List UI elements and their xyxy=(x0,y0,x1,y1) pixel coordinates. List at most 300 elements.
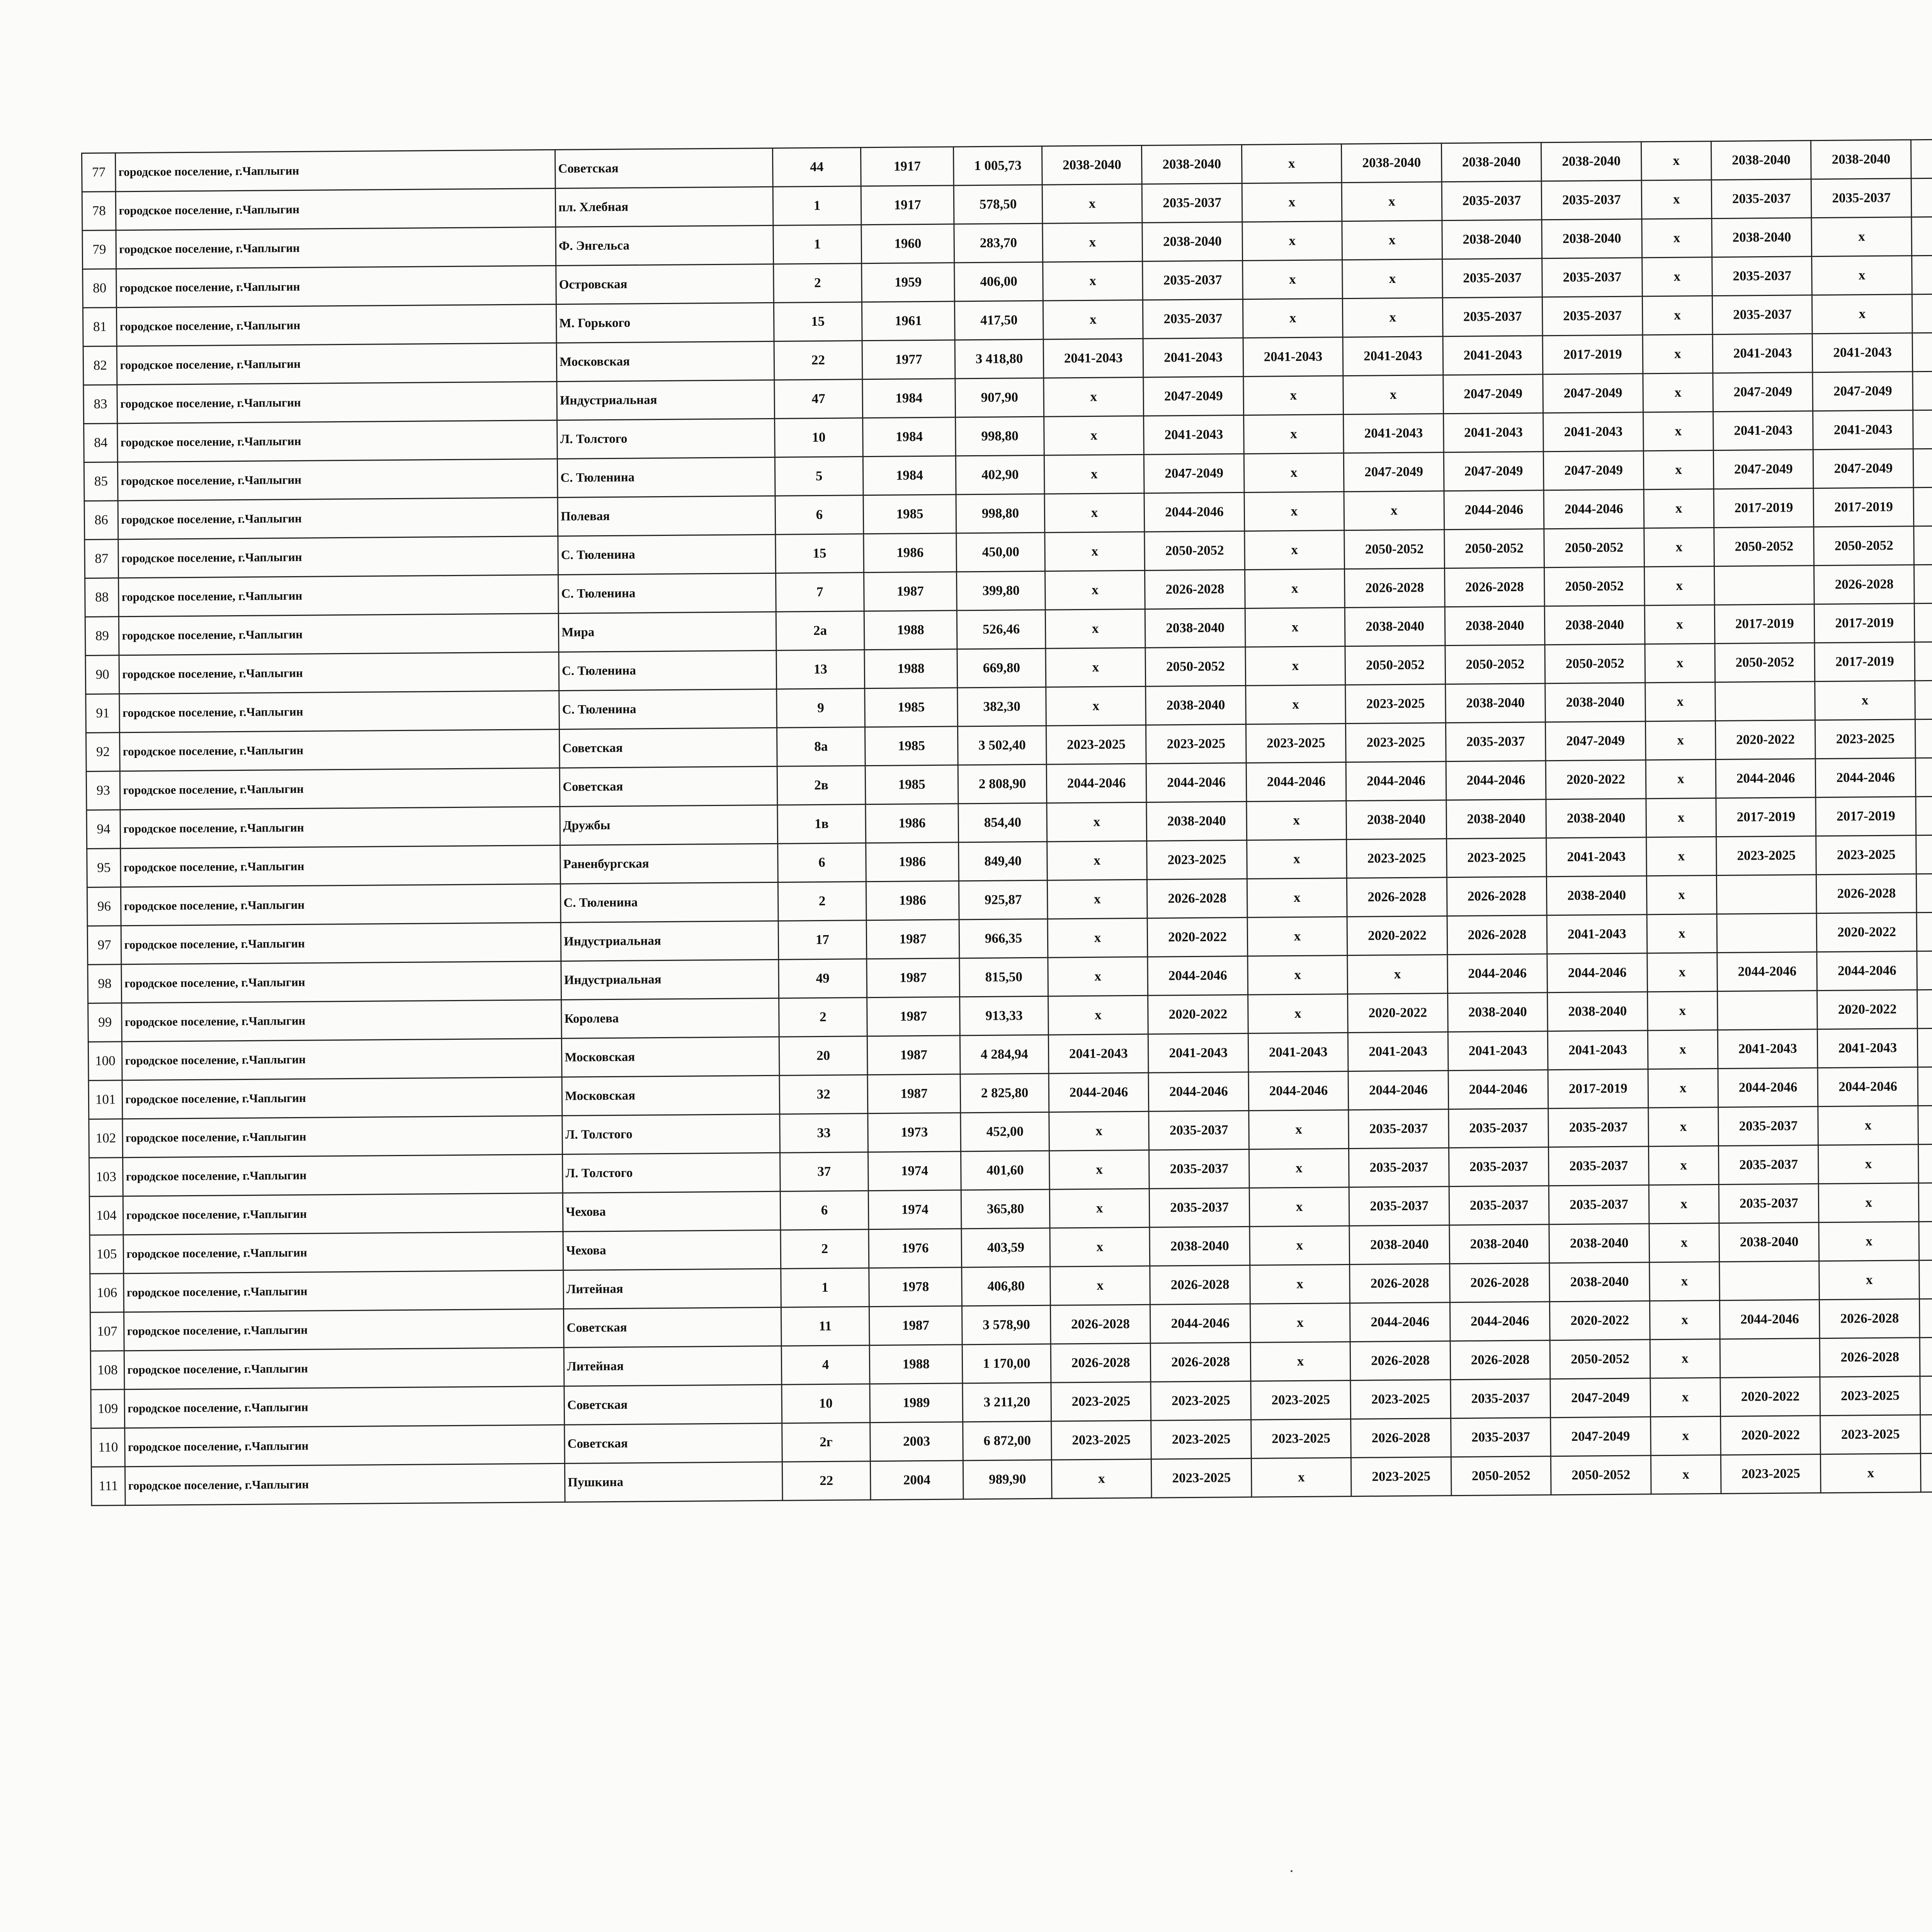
table-cell: Мира xyxy=(558,612,776,652)
table-cell: 86 xyxy=(84,501,118,540)
table-cell: 106 xyxy=(90,1274,124,1313)
table-cell: х xyxy=(1646,760,1716,799)
table-cell: 97 xyxy=(87,926,121,965)
table-cell: 2035-2037 xyxy=(1449,1186,1549,1225)
table-cell: х xyxy=(1246,685,1346,724)
table-cell: 2050-2052 xyxy=(1715,643,1815,682)
table-cell: 2041-2043 xyxy=(1713,411,1813,451)
table-cell: 98 xyxy=(88,964,122,1003)
table-cell: х xyxy=(1049,1150,1149,1189)
table-cell: 526,46 xyxy=(957,610,1046,649)
table-cell: Московская xyxy=(562,1037,780,1077)
table-cell: х xyxy=(1044,454,1144,494)
table-cell: 907,90 xyxy=(955,378,1044,417)
table-cell: х xyxy=(1242,260,1342,299)
table-cell: 2035-2037 xyxy=(1549,1185,1649,1225)
table-cell: х xyxy=(1650,1339,1720,1378)
table-cell: х xyxy=(1250,1265,1350,1304)
table-cell: 104 xyxy=(89,1196,123,1235)
table-cell: 2038-2040 xyxy=(1546,799,1646,838)
table-cell: 1984 xyxy=(862,417,956,457)
table-cell: 2038-2040 xyxy=(1346,800,1446,840)
table-cell: 2038-2040 xyxy=(1345,607,1445,646)
table-cell: 2035-2037 xyxy=(1149,1149,1249,1189)
table-cell: 2023-2025 xyxy=(1815,719,1915,759)
table-cell: 1961 xyxy=(862,301,955,341)
table-cell: 2038-2040 xyxy=(1142,222,1242,261)
table-cell xyxy=(1920,1337,1932,1376)
table-cell: х xyxy=(1343,298,1443,337)
table-cell: 2044-2046 xyxy=(1817,951,1917,991)
table-cell: городское поселение, г.Чаплыгин xyxy=(117,343,557,384)
table-cell: Ф. Энгельса xyxy=(556,225,774,265)
table-cell: городское поселение, г.Чаплыгин xyxy=(116,265,556,307)
table-cell: Индустриальная xyxy=(557,380,775,420)
table-cell: 2041-2043 xyxy=(1348,1032,1448,1071)
table-cell: 3 211,20 xyxy=(963,1383,1051,1422)
table-cell xyxy=(1918,1105,1932,1145)
table-cell: 2044-2046 xyxy=(1144,492,1244,532)
table-cell: 2044-2046 xyxy=(1447,954,1548,993)
table-cell: городское поселение, г.Чаплыгин xyxy=(119,613,559,655)
table-cell: 2023-2025 xyxy=(1350,1380,1451,1419)
table-cell xyxy=(1916,873,1932,913)
table-cell: 2038-2040 xyxy=(1441,143,1541,182)
table-cell: 2020-2022 xyxy=(1348,993,1448,1033)
table-cell xyxy=(1913,487,1932,526)
table-cell: 2 xyxy=(779,998,867,1037)
table-cell: 399,80 xyxy=(957,571,1045,611)
table-cell: х xyxy=(1645,721,1716,760)
table-cell xyxy=(1911,139,1932,179)
table-cell: 47 xyxy=(774,379,863,419)
table-cell: 2035-2037 xyxy=(1442,259,1542,298)
table-cell: 2050-2052 xyxy=(1444,529,1544,568)
table-cell: х xyxy=(1047,879,1147,919)
table-cell: 2026-2028 xyxy=(1351,1418,1451,1458)
table-cell: 6 xyxy=(780,1191,869,1230)
table-cell: 2020-2022 xyxy=(1550,1301,1650,1340)
table-cell: х xyxy=(1649,1185,1719,1224)
table-cell: С. Тюленина xyxy=(559,689,777,729)
table-cell xyxy=(1915,719,1932,758)
table-cell: 4 284,94 xyxy=(960,1035,1049,1074)
table-cell: 105 xyxy=(90,1235,124,1274)
table-cell: х xyxy=(1251,1458,1351,1497)
table-cell xyxy=(1918,1182,1932,1222)
table-cell: 2035-2037 xyxy=(1718,1145,1818,1185)
table-cell: х xyxy=(1045,570,1145,610)
table-cell: С. Тюленина xyxy=(558,457,776,497)
table-cell: 452,00 xyxy=(961,1112,1049,1151)
table-cell xyxy=(1916,835,1932,874)
table-cell: 1985 xyxy=(865,765,958,804)
table-cell: 2041-2043 xyxy=(1813,333,1913,372)
table-cell: 2044-2046 xyxy=(1547,953,1647,993)
table-cell: 2038-2040 xyxy=(1544,605,1645,645)
table-cell: 2038-2040 xyxy=(1712,218,1812,257)
table-cell: 4 xyxy=(781,1345,870,1385)
table-cell: 2041-2043 xyxy=(1143,338,1243,377)
table-cell: 1987 xyxy=(867,1074,961,1114)
table-cell: 2047-2049 xyxy=(1544,451,1644,490)
table-cell: х xyxy=(1046,686,1146,726)
table-cell xyxy=(1715,682,1815,721)
table-cell: х xyxy=(1647,992,1718,1031)
table-cell: 37 xyxy=(780,1152,869,1192)
table-cell: 3 578,90 xyxy=(962,1305,1051,1345)
table-cell: С. Тюленина xyxy=(559,650,777,690)
table-cell: х xyxy=(1245,569,1345,609)
table-cell: 78 xyxy=(82,192,116,231)
table-cell: 2023-2025 xyxy=(1345,684,1446,724)
table-cell: 2038-2040 xyxy=(1719,1223,1819,1262)
table-cell xyxy=(1912,255,1932,294)
table-cell: 2038-2040 xyxy=(1542,219,1642,259)
table-cell: 1 xyxy=(773,186,861,226)
table-cell: городское поселение, г.Чаплыгин xyxy=(119,690,559,732)
table-cell: 2038-2040 xyxy=(1549,1224,1649,1263)
table-cell: городское поселение, г.Чаплыгин xyxy=(118,497,558,539)
table-cell: 1987 xyxy=(864,572,957,611)
table-cell: 2023-2025 xyxy=(1147,840,1247,879)
table-cell: х xyxy=(1044,493,1145,532)
table-cell: х xyxy=(1048,995,1148,1035)
table-cell: 1986 xyxy=(866,881,959,920)
table-cell: 1973 xyxy=(868,1113,961,1152)
table-cell: х xyxy=(1648,1146,1719,1185)
table-cell: х xyxy=(1250,1342,1350,1381)
table-cell: городское поселение, г.Чаплыгин xyxy=(117,420,557,462)
table-cell: 2035-2037 xyxy=(1719,1184,1819,1223)
table-cell: городское поселение, г.Чаплыгин xyxy=(118,459,558,500)
table-cell: 2041-2043 xyxy=(1718,1029,1818,1069)
table-cell: 2041-2043 xyxy=(1448,1031,1548,1071)
table-cell xyxy=(1920,1376,1932,1415)
table-cell: х xyxy=(1051,1459,1151,1498)
table-cell: 849,40 xyxy=(959,842,1047,881)
table-cell: 966,35 xyxy=(959,919,1048,958)
table-cell: 2 808,90 xyxy=(958,764,1047,804)
table-cell xyxy=(1718,991,1818,1030)
table-cell: 2047-2049 xyxy=(1546,721,1646,761)
table-cell: 2041-2043 xyxy=(1043,338,1143,378)
table-cell: 1985 xyxy=(865,726,958,766)
table-cell: 2050-2052 xyxy=(1451,1456,1551,1496)
table-cell: 2020-2022 xyxy=(1721,1416,1821,1455)
table-cell: х xyxy=(1250,1226,1350,1265)
table-cell: 107 xyxy=(90,1312,124,1351)
table-cell: 77 xyxy=(82,153,116,192)
table-cell: 110 xyxy=(91,1428,125,1467)
table-cell: 2044-2046 xyxy=(1719,1300,1820,1339)
table-cell: 2044-2046 xyxy=(1346,762,1446,801)
table-cell: 2035-2037 xyxy=(1549,1146,1649,1186)
table-cell: 2023-2025 xyxy=(1051,1382,1151,1421)
table-cell xyxy=(1915,757,1932,797)
table-cell xyxy=(1913,371,1932,410)
table-cell: городское поселение, г.Чаплыгин xyxy=(117,381,557,423)
table-cell: городское поселение, г.Чаплыгин xyxy=(120,768,560,810)
table-cell: городское поселение, г.Чаплыгин xyxy=(124,1270,563,1312)
table-cell: х xyxy=(1050,1266,1150,1305)
table-cell: 2035-2037 xyxy=(1143,299,1243,338)
table-cell: 49 xyxy=(779,959,867,998)
table-cell: Полевая xyxy=(558,496,776,536)
table-cell: 1978 xyxy=(869,1267,962,1307)
table-cell: 2035-2037 xyxy=(1718,1107,1818,1146)
table-cell: 2035-2037 xyxy=(1449,1109,1549,1148)
table-cell xyxy=(1913,410,1932,449)
table-cell: 2041-2043 xyxy=(1443,413,1543,452)
table-cell: С. Тюленина xyxy=(558,573,776,613)
table-cell: 1917 xyxy=(861,185,954,225)
table-cell: городское поселение, г.Чаплыгин xyxy=(122,1077,562,1119)
table-cell: 1976 xyxy=(869,1229,962,1268)
table-cell: 108 xyxy=(90,1351,124,1390)
table-cell: Литейная xyxy=(564,1346,782,1386)
table-cell: 2020-2022 xyxy=(1817,913,1917,952)
table-cell: 33 xyxy=(780,1114,868,1153)
table-cell: 2017-2019 xyxy=(1716,798,1816,837)
table-cell: 2044-2046 xyxy=(1049,1073,1149,1112)
table-cell: 2044-2046 xyxy=(1146,763,1247,802)
table-cell: х xyxy=(1647,914,1717,953)
table-cell: 2035-2037 xyxy=(1712,295,1812,335)
table-cell: х xyxy=(1043,261,1143,301)
table-cell: 82 xyxy=(83,346,117,385)
table-cell: Московская xyxy=(562,1075,780,1116)
table-cell: 2047-2049 xyxy=(1551,1417,1651,1456)
table-cell: С. Тюленина xyxy=(561,882,779,922)
table-cell: Л. Толстого xyxy=(563,1153,781,1193)
table-cell: 2044-2046 xyxy=(1717,952,1817,992)
table-cell: Островская xyxy=(556,264,774,304)
table-cell: 2035-2037 xyxy=(1712,257,1812,296)
table-cell: 2026-2028 xyxy=(1051,1343,1151,1383)
table-cell: городское поселение, г.Чаплыгин xyxy=(121,922,561,964)
table-cell: 2035-2037 xyxy=(1349,1187,1449,1226)
table-cell: х xyxy=(1250,1303,1350,1343)
table-cell: 2047-2049 xyxy=(1144,454,1244,493)
table-cell xyxy=(1917,912,1932,951)
table-cell: 2050-2052 xyxy=(1544,528,1644,568)
table-cell: х xyxy=(1650,1416,1721,1455)
table-cell: 2026-2028 xyxy=(1150,1265,1250,1304)
table-cell: 1986 xyxy=(866,842,959,882)
table-cell: 2035-2037 xyxy=(1449,1147,1549,1187)
table-cell: 2035-2037 xyxy=(1548,1108,1648,1147)
table-cell: х xyxy=(1047,802,1147,842)
table-cell: городское поселение, г.Чаплыгин xyxy=(119,575,558,616)
table-cell: 2035-2037 xyxy=(1811,179,1912,218)
table-cell: 1977 xyxy=(862,340,955,379)
table-cell: 91 xyxy=(86,694,120,733)
table-cell xyxy=(1919,1221,1932,1260)
table-cell: 2038-2040 xyxy=(1446,799,1546,839)
table-cell: 2044-2046 xyxy=(1446,761,1546,800)
table-cell: 1987 xyxy=(867,958,960,998)
table-cell: Советская xyxy=(560,766,777,806)
table-cell xyxy=(1912,216,1932,256)
table-cell: 2в xyxy=(777,766,866,805)
table-cell: 2017-2019 xyxy=(1815,642,1915,682)
table-cell: х xyxy=(1242,144,1342,184)
table-cell: х xyxy=(1644,566,1714,605)
table-cell: 3 502,40 xyxy=(958,726,1046,765)
table-cell: 1988 xyxy=(864,611,957,650)
housing-repair-schedule-table xyxy=(81,133,1932,1506)
table-cell: Советская xyxy=(564,1384,782,1425)
table-cell: Л. Толстого xyxy=(562,1114,780,1154)
table-cell: 44 xyxy=(772,148,861,187)
table-cell: 2038-2040 xyxy=(1541,142,1641,181)
table-cell: х xyxy=(1642,296,1713,335)
table-cell: 1987 xyxy=(867,1036,960,1075)
table-cell: 2050-2052 xyxy=(1544,567,1645,606)
table-cell: 1974 xyxy=(868,1190,961,1230)
table-cell: х xyxy=(1812,256,1912,295)
table-cell: 2020-2022 xyxy=(1715,720,1815,760)
table-cell: Советская xyxy=(565,1423,782,1463)
table-cell: х xyxy=(1342,182,1442,221)
table-cell: Чехова xyxy=(563,1191,781,1231)
table-cell: х xyxy=(1048,957,1148,996)
table-cell: 10 xyxy=(775,418,863,457)
table-cell: х xyxy=(1247,917,1347,956)
table-cell: 2020-2022 xyxy=(1347,916,1447,956)
table-cell: 2044-2046 xyxy=(1448,1070,1548,1109)
table-cell: 1984 xyxy=(862,379,956,418)
table-cell: 2044-2046 xyxy=(1246,762,1346,802)
table-cell: 2023-2025 xyxy=(1046,725,1146,764)
table-cell: 1988 xyxy=(869,1345,963,1384)
table-cell: х xyxy=(1049,1111,1149,1151)
table-cell: 913,33 xyxy=(960,996,1048,1036)
table-cell: 89 xyxy=(85,617,119,656)
table-cell: Королева xyxy=(561,998,779,1038)
table-cell: 2047-2049 xyxy=(1444,452,1544,491)
table-cell: 2044-2046 xyxy=(1046,764,1146,803)
table-cell: городское поселение, г.Чаплыгин xyxy=(121,884,561,925)
table-cell: 88 xyxy=(85,578,119,617)
table-cell: 99 xyxy=(88,1003,122,1042)
table-cell: 2044-2046 xyxy=(1348,1071,1448,1110)
table-cell xyxy=(1911,178,1932,217)
table-cell: х xyxy=(1247,878,1347,918)
table-cell: 1986 xyxy=(866,804,959,843)
table-cell: х xyxy=(1243,415,1344,454)
table-cell: 2050-2052 xyxy=(1545,644,1645,684)
table-cell: 2026-2028 xyxy=(1447,915,1547,955)
table-cell: 90 xyxy=(85,655,119,694)
table-cell: 2020-2022 xyxy=(1147,917,1247,957)
table-cell xyxy=(1912,332,1932,372)
table-cell: 2023-2025 xyxy=(1251,1381,1351,1420)
table-cell: 1 170,00 xyxy=(963,1344,1051,1383)
table-cell: 2044-2046 xyxy=(1248,1071,1349,1111)
table-cell: 2035-2037 xyxy=(1143,260,1243,300)
table-cell: 2026-2028 xyxy=(1444,568,1544,607)
table-cell: 5 xyxy=(775,457,863,496)
table-cell: х xyxy=(1043,223,1143,262)
table-cell: 2047-2049 xyxy=(1813,372,1913,411)
table-cell: 1984 xyxy=(863,456,956,495)
table-cell: 2023-2025 xyxy=(1246,724,1346,763)
table-cell: х xyxy=(1245,646,1345,686)
table-cell: 2041-2043 xyxy=(1713,334,1813,373)
table-cell: 2026-2028 xyxy=(1151,1342,1251,1382)
table-cell: х xyxy=(1248,994,1348,1034)
table-cell: 2035-2037 xyxy=(1543,296,1643,336)
table-cell: 2038-2040 xyxy=(1442,220,1542,259)
table-cell: 815,50 xyxy=(959,957,1048,997)
table-cell: х xyxy=(1642,257,1712,296)
table-cell: 2035-2037 xyxy=(1451,1379,1551,1418)
table-cell: 2038-2040 xyxy=(1547,876,1647,915)
table-cell: 100 xyxy=(88,1042,122,1081)
table-cell: х xyxy=(1050,1227,1150,1267)
table-cell: 2038-2040 xyxy=(1811,140,1911,179)
table-cell: городское поселение, г.Чаплыгин xyxy=(116,227,556,269)
table-cell: 2026-2028 xyxy=(1447,877,1547,916)
table-cell xyxy=(1917,951,1932,990)
table-cell: 2035-2037 xyxy=(1442,297,1543,337)
table-cell: 8а xyxy=(777,727,865,767)
table-cell: 2047-2049 xyxy=(1550,1378,1650,1418)
table-cell: 2023-2025 xyxy=(1151,1381,1251,1420)
table-cell: 2026-2028 xyxy=(1816,874,1917,913)
table-cell: х xyxy=(1343,375,1443,415)
table-cell: 2044-2046 xyxy=(1544,490,1644,529)
table-cell: 2038-2040 xyxy=(1146,685,1246,725)
table-cell: 2050-2052 xyxy=(1345,646,1445,685)
table-cell: 17 xyxy=(778,920,867,960)
table-cell: х xyxy=(1249,1149,1349,1188)
table-cell: 80 xyxy=(83,269,117,308)
table-cell: 2026-2028 xyxy=(1449,1263,1549,1303)
table-cell: 2044-2046 xyxy=(1816,758,1916,798)
table-cell: 2044-2046 xyxy=(1450,1302,1550,1341)
table-cell: х xyxy=(1649,1262,1719,1301)
table-cell: 2026-2028 xyxy=(1350,1341,1450,1381)
table-cell xyxy=(1714,566,1814,605)
table-cell: Пушкина xyxy=(565,1462,783,1502)
table-cell: 109 xyxy=(91,1389,125,1429)
table-cell: х xyxy=(1243,299,1343,338)
table-cell: х xyxy=(1242,183,1342,222)
table-cell: 1в xyxy=(777,804,866,844)
table-cell: 417,50 xyxy=(955,301,1043,340)
table-cell: 2047-2049 xyxy=(1344,452,1444,492)
table-cell: 96 xyxy=(87,887,121,926)
table-cell: 2035-2037 xyxy=(1542,258,1642,297)
table-cell: 2041-2043 xyxy=(1547,915,1647,954)
table-cell: 2038-2040 xyxy=(1711,141,1811,180)
table-cell: х xyxy=(1641,141,1711,180)
table-cell: х xyxy=(1646,876,1717,915)
table-cell: 2038-2040 xyxy=(1342,143,1442,183)
table-cell: 2038-2040 xyxy=(1447,993,1548,1032)
table-cell: 32 xyxy=(779,1075,868,1114)
table-cell: 2038-2040 xyxy=(1042,145,1142,185)
table-cell: 2017-2019 xyxy=(1543,335,1643,374)
table-cell: 2017-2019 xyxy=(1815,604,1915,643)
table-cell: 79 xyxy=(82,230,116,269)
table-cell: х xyxy=(1642,219,1712,258)
table-cell: 2017-2019 xyxy=(1816,797,1916,836)
table-cell: х xyxy=(1245,531,1345,570)
